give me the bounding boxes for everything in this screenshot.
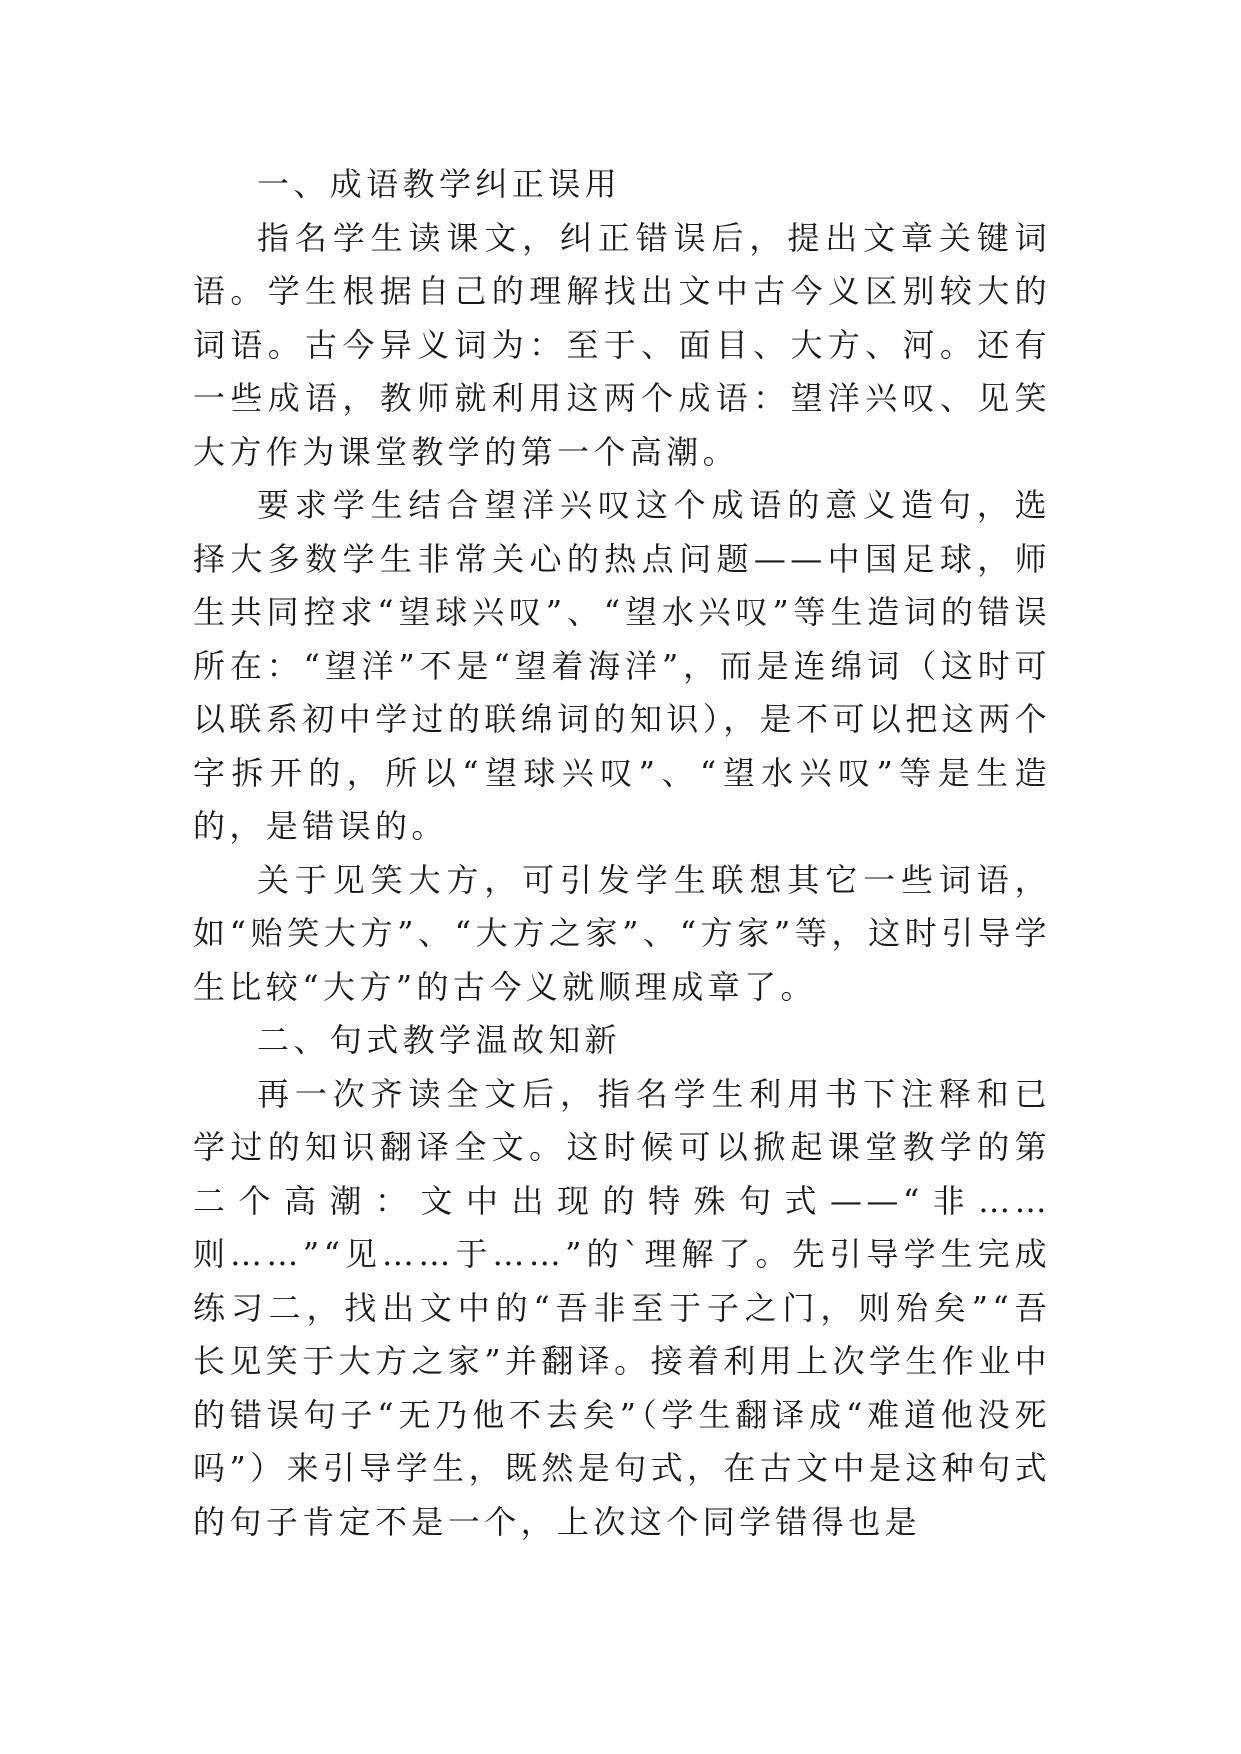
section-heading-2: 二、句式教学温故知新 (257, 1021, 622, 1059)
section-heading-1: 一、成语教学纠正误用 (257, 165, 622, 203)
document-body (193, 158, 1051, 1549)
paragraph: 指名学生读课文，纠正错误后，提出文章关键词语。学生根据自己的理解找出文中古今义区别较大的词语。古今异义词为：至于、面目、大方、河。还有一些成语，教师就利用这两个成语：望洋兴叹、见笑大方作为课堂教学的第一个高潮。 (193, 218, 1051, 471)
paragraph: 关于见笑大方，可引发学生联想其它一些词语，如“贻笑大方”、“大方之家”、“方家”等，这时引导学生比较“大方”的古今义就顺理成章了。 (193, 860, 1051, 1006)
paragraph: 要求学生结合望洋兴叹这个成语的意义造句，选择大多数学生非常关心的热点问题——中国足球，师生共同控求“望球兴叹”、“望水兴叹”等生造词的错误所在：“望洋”不是“望着海洋”，而是连绵词（这时可以联系初中学过的联绵词的知识），是不可以把这两个字拆开的，所以“望球兴叹”、“望水兴叹”等是生造的，是错误的。 (193, 486, 1051, 845)
paragraph: 再一次齐读全文后，指名学生利用书下注释和已学过的知识翻译全文。这时候可以掀起课堂教学的第二个高潮：文中出现的特殊句式——“非……则……”“见……于……”的`理解了。先引导学生完成练习二，找出文中的“吾非至于子之门，则殆矣”“吾长见笑于大方之家”并翻译。接着利用上次学生作业中的错误句子“无乃他不去矣”（学生翻译成“难道他没死吗”）来引导学生，既然是句式，在古文中是这种句式的句子肯定不是一个，上次这个同学错得也是 (193, 1074, 1051, 1541)
